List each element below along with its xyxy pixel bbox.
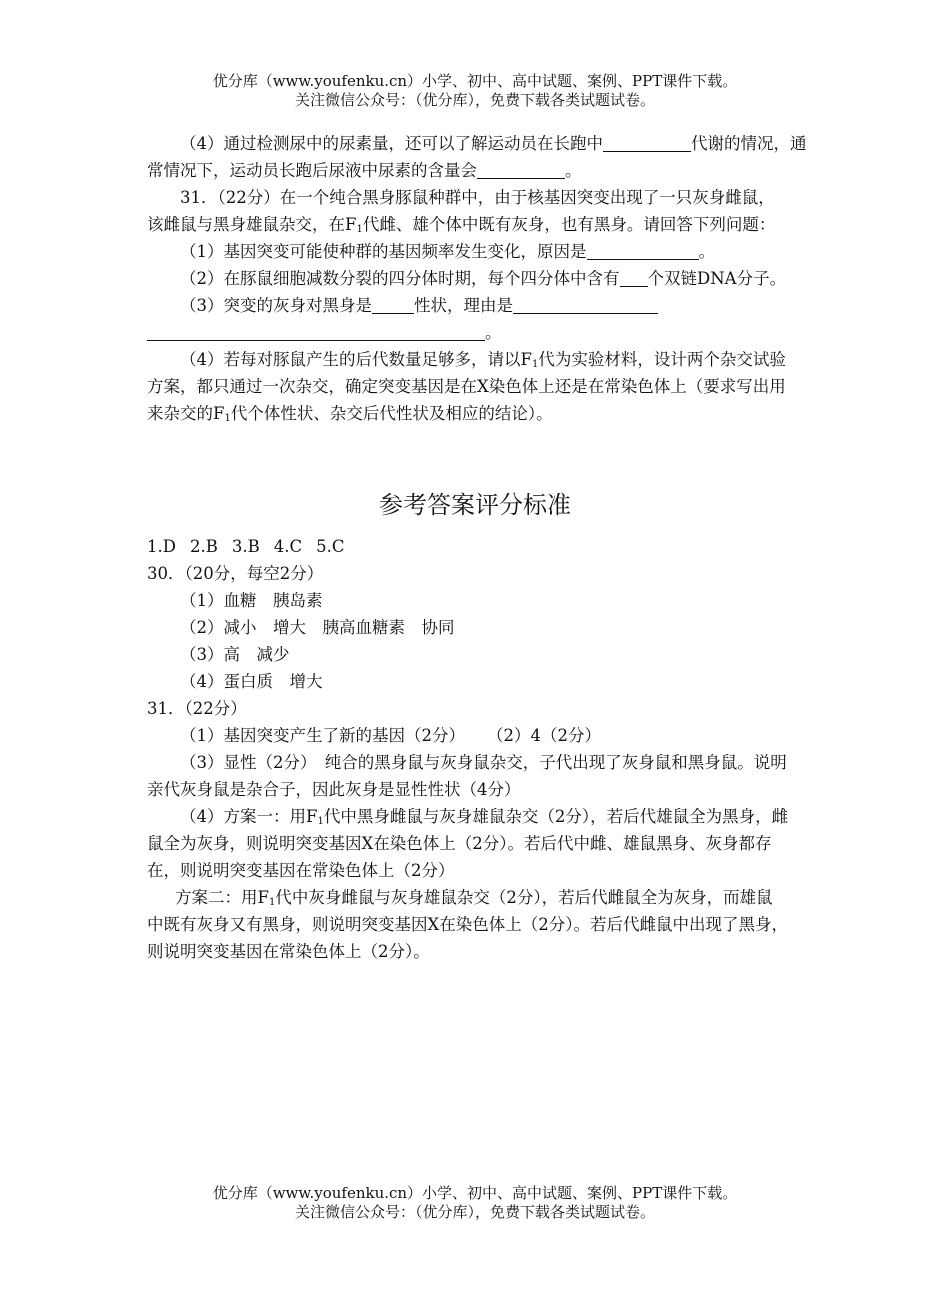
answer-title: 参考答案评分标准 bbox=[379, 491, 571, 519]
q31-intro-line1: 31．（22分）在一个纯合黑身豚鼠种群中，由于核基因突变出现了一只灰身雌鼠， bbox=[180, 188, 775, 207]
a31-part3-line2: 亲代灰身鼠是杂合子，因此灰身是显性性状（4分） bbox=[147, 780, 521, 799]
footer-line-2: 关注微信公众号：（优分库），免费下载各类试题试卷。 bbox=[294, 1203, 655, 1221]
q31-part4-line3: 来杂交的$F_1$代个体性状、杂交后代性状及相应的结论）。 bbox=[147, 404, 553, 424]
q31-part3-line1: （3）突变的灰身对黑身是 性状，理由是 bbox=[147, 292, 867, 319]
answer-blank bbox=[147, 322, 485, 341]
a31-plan2-line2: 中既有灰身又有黑身，则说明突变基因X在染色体上（2分）。若后代雌鼠中出现了黑身， bbox=[147, 915, 788, 934]
q30-part4-line2: 常情况下，运动员长跑后尿液中尿素的含量会 。 bbox=[147, 161, 582, 180]
a31-heading: 31．（22分） bbox=[147, 699, 247, 718]
q31-part2: （2）在豚鼠细胞减数分裂的四分体时期，每个四分体中含有 个双链DNA分子。 bbox=[180, 269, 787, 288]
a30-item: （4）蛋白质 增大 bbox=[180, 672, 323, 691]
a30-item: （1）血糖 胰岛素 bbox=[180, 591, 323, 610]
q30-part4-line1: （4）通过检测尿中的尿素量，还可以了解运动员在长跑中 代谢的情况，通 bbox=[180, 134, 807, 153]
q31-part3-line2: 。 bbox=[147, 319, 867, 346]
a31-plan2-line1: 方案二：用$F_1$代中灰身雌鼠与灰身雄鼠杂交（2分），若后代雌鼠全为灰身，而雄鼠 bbox=[175, 888, 773, 908]
answer-blank bbox=[587, 241, 699, 260]
q31-part4-line1: （4）若每对豚鼠产生的后代数量足够多，请以$F_1$代为实验材料，设计两个杂交试验 bbox=[180, 350, 786, 370]
answer-blank bbox=[603, 133, 691, 152]
page-header bbox=[0, 72, 950, 110]
answer-section bbox=[147, 533, 867, 965]
a31-plan1-line3: 在，则说明突变基因在常染色体上（2分） bbox=[147, 861, 455, 880]
a31-plan1-line1: （4）方案一：用$F_1$代中黑身雌鼠与灰身雄鼠杂交（2分），若后代雄鼠全为黑身，雌 bbox=[180, 807, 789, 827]
q31-intro-line2: 该雌鼠与黑身雄鼠杂交，在$F_1$代雌、雄个体中既有灰身，也有黑身。请回答下列问题： bbox=[147, 215, 776, 235]
a31-plan1-line2: 鼠全为灰身，则说明突变基因X在染色体上（2分）。若后代中雌、雄鼠黑身、灰身都存 bbox=[147, 834, 772, 853]
answer-blank bbox=[513, 295, 658, 314]
header-line-2: 关注微信公众号：（优分库），免费下载各类试题试卷。 bbox=[294, 91, 655, 109]
a31-part1-2: （1）基因突变产生了新的基因（2分） （2）4（2分） bbox=[180, 726, 601, 745]
a30-item: （3）高 减少 bbox=[180, 645, 290, 664]
mc-answers: 1.D 2.B 3.B 4.C 5.C bbox=[147, 537, 345, 556]
a31-plan2-line3: 则说明突变基因在常染色体上（2分）。 bbox=[147, 942, 430, 961]
answer-blank bbox=[372, 295, 414, 314]
a30-item: （2）减小 增大 胰高血糖素 协同 bbox=[180, 618, 455, 637]
question-section bbox=[147, 130, 867, 427]
page-footer bbox=[0, 1184, 950, 1222]
header-line-1: 优分库（www.youfenku.cn）小学、初中、高中试题、案例、PPT课件下载。 bbox=[212, 72, 738, 90]
a31-part3-line1: （3）显性（2分） 纯合的黑身鼠与灰身鼠杂交，子代出现了灰身鼠和黑身鼠。说明 bbox=[180, 753, 787, 772]
q31-part1: （1）基因突变可能使种群的基因频率发生变化，原因是 。 bbox=[180, 242, 715, 261]
q31-part4-line2: 方案，都只通过一次杂交，确定突变基因是在X染色体上还是在常染色体上（要求写出用 bbox=[147, 377, 786, 396]
footer-line-1: 优分库（www.youfenku.cn）小学、初中、高中试题、案例、PPT课件下载。 bbox=[212, 1184, 738, 1202]
a30-heading: 30．（20分，每空2分） bbox=[147, 564, 324, 583]
answer-blank bbox=[620, 268, 648, 287]
answer-blank bbox=[477, 160, 565, 179]
